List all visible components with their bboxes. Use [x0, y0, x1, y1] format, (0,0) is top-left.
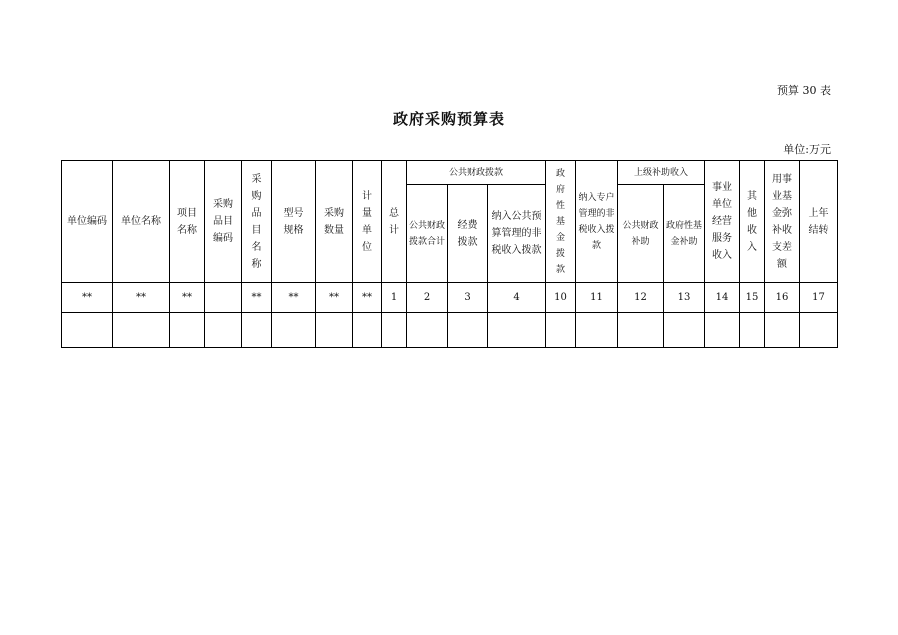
code-cell: 15: [740, 283, 765, 313]
data-cell: [546, 313, 576, 348]
header-unit-code: 单位编码: [62, 161, 113, 283]
code-cell: **: [316, 283, 353, 313]
header-superior-subsidy: 上级补助收入: [618, 161, 705, 185]
header-quantity: 采购数量: [316, 161, 353, 283]
code-cell: **: [62, 283, 113, 313]
code-cell: **: [242, 283, 272, 313]
data-cell: [740, 313, 765, 348]
code-cell: 3: [448, 283, 488, 313]
code-cell: 16: [765, 283, 800, 313]
code-cell: 13: [664, 283, 705, 313]
data-cell: [800, 313, 838, 348]
data-cell: [170, 313, 205, 348]
data-cell: [382, 313, 407, 348]
data-cell: [705, 313, 740, 348]
header-nontax-budget: 纳入公共预算管理的非税收入拨款: [488, 185, 546, 283]
code-cell: **: [272, 283, 316, 313]
header-public-finance: 公共财政拨款: [407, 161, 546, 185]
data-cell: [448, 313, 488, 348]
data-cell: [316, 313, 353, 348]
code-cell: **: [170, 283, 205, 313]
header-item-name: 项目名称: [170, 161, 205, 283]
unit-label: 单位:万元: [783, 143, 831, 156]
data-cell: [353, 313, 382, 348]
form-number: 预算 30 表: [777, 84, 831, 97]
data-cell: [272, 313, 316, 348]
code-cell: 11: [576, 283, 618, 313]
page-title: 政府采购预算表: [392, 110, 505, 128]
header-unit-name: 单位名称: [113, 161, 170, 283]
data-cell: [407, 313, 448, 348]
data-cell: [242, 313, 272, 348]
data-cell: [205, 313, 242, 348]
code-cell: 10: [546, 283, 576, 313]
header-public-finance-sub: 公共财政拨款合计: [407, 185, 448, 283]
header-catalog-code: 采购品目编码: [205, 161, 242, 283]
header-catalog-name: 采购品目名称: [242, 161, 272, 283]
data-row: [62, 313, 838, 348]
data-cell: [62, 313, 113, 348]
code-cell: **: [353, 283, 382, 313]
code-row: [62, 283, 838, 313]
header-carryover: 上年结转: [800, 161, 838, 283]
header-gov-fund: 政府性基金拨款: [546, 161, 576, 283]
header-total: 总计: [382, 161, 407, 283]
header-fund-appropriation: 经费拨款: [448, 185, 488, 283]
data-cell: [113, 313, 170, 348]
budget-table: [61, 160, 838, 348]
code-cell: 12: [618, 283, 664, 313]
code-cell: [205, 283, 242, 313]
header-model-spec: 型号规格: [272, 161, 316, 283]
header-special-nontax: 纳入专户管理的非税收入拨款: [576, 161, 618, 283]
header-fund-cover: 用事业基金弥补收支差额: [765, 161, 800, 283]
header-superior-fund: 政府性基金补助: [664, 185, 705, 283]
data-cell: [488, 313, 546, 348]
data-cell: [618, 313, 664, 348]
data-cell: [765, 313, 800, 348]
header-business-income: 事业单位经营服务收入: [705, 161, 740, 283]
code-cell: 4: [488, 283, 546, 313]
data-cell: [576, 313, 618, 348]
code-cell: **: [113, 283, 170, 313]
code-cell: 17: [800, 283, 838, 313]
code-cell: 2: [407, 283, 448, 313]
header-measure-unit: 计量单位: [353, 161, 382, 283]
header-row-1: [62, 161, 838, 185]
code-cell: 1: [382, 283, 407, 313]
header-superior-public: 公共财政补助: [618, 185, 664, 283]
data-cell: [664, 313, 705, 348]
code-cell: 14: [705, 283, 740, 313]
header-other-income: 其他收入: [740, 161, 765, 283]
